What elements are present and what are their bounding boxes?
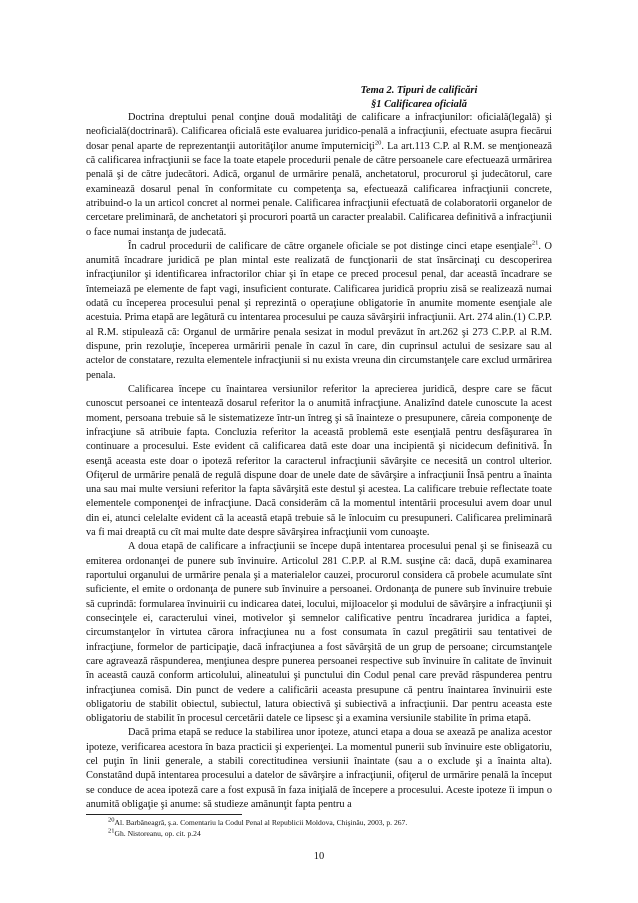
paragraph-1	[86, 111, 552, 240]
footnote-number: 20	[108, 816, 115, 824]
paragraph-text-cont: . La art.113 C.P. al R.M. se menţionează că calificarea infracţiunii se face la toate etapele procedurii penale de către persoanele care efectuează urmărirea penală şi de către judecători. Adică, organul de urmărire penală, anchetatorul, procurorul şi judecătorul, care examinează dosarul penal în conformitate cu competenţa sa, efectuează calificarea infracţiunii concrete, atribuind-o la un articol concret al normei penale. Calificarea infracţiunii efectuată de colaboratorii organelor de cercetare preliminară, de anchetatori şi procurori poartă un caracter prealabil. Calificarea definitivă a infracţiunii o face numai instanţa de judecată.	[86, 140, 553, 238]
paragraph-text: Doctrina dreptului penal conţine două modalităţi de calificare a infracţiunilor: oficială(legală) şi neoficială(doctrinară). Calificarea oficială este evaluarea juridico-penală a infracţiunii, efectuate asupra fiecărui dosar penal aparte de reprezentanţii autorităţilor anume împuterniciţi	[86, 112, 552, 152]
body-text	[86, 111, 552, 812]
page-number: 10	[313, 851, 325, 862]
paragraph-text: Dacă prima etapă se reduce la stabilirea unor ipoteze, atunci etapa a doua se axează pe analiza acestor ipoteze, verificarea acestora în baza practicii şi experienţei. La momentul punerii sub învinuire este obligatoriu, cel puţin în linii generale, a stabili corectitudinea versiunii înaintate (sau a o exclude şi a înainta alta). Constatând după intentarea procesului a datelor de săvârşire a infracţiunii, ofiţerul de urmărire penală la început se conduce de acea ipoteză care a fost expusă în faza iniţială de începere a procesului. Aceste ipoteze îi impun o anumită obligaţie şi anume: să studieze amănunţit fapta pentru a	[86, 727, 552, 810]
paragraph-text: A doua etapă de calificare a infracţiunii se începe după intentarea procesului penal şi se finisează cu emiterea ordonanţei de punere sub învinuire. Articolul 281 C.P.P. al R.M. susţine că: dacă, după examinarea raportului organului de urmărire penala şi a materialelor cauzei, procurorul considera că probele acumulate sînt suficiente, el emite o ordonanţa de punere sub învinuire a persoanei. Ordonanţa de punere sub învinuire trebuie să cuprindă: formularea învinuirii cu indicarea datei, locului, mijloacelor şi modului de săvârşire a infracţiunii şi consecinţele ei, caracterului vinei, motivelor şi semnelor calificative pentru încadrarea juridica a faptei, circumstanţelor în virtutea cărora infracţiunea nu a fost consumata în cazul pregătirii sau tentativei de infracţiune, formelor de participaţie, dacă infracţiunea a fost săvârşită de un grup de persoane; circumstanţele care agravează răspunderea, menţiunea despre punerea persoanei respective sub învinuire în calitate de învinuit în această cauză conform articolului, alineatului şi punctului din Codul penal care prevăd răspunderea pentru infracţiunea comisă. Din punct de vedere a calificării aceasta presupune că pentru înaintarea învinuirii este obligatoriu de stabilit obiectul, subiectul, latura obiectivă şi subiectivă a infracţiunii. Dar pentru aceasta este obligatoriu de stabilit în procesul cercetării datele ce lipsesc şi a examina versiunile stabilite în prima etapă.	[86, 541, 552, 725]
footnote-text: Gh. Nistoreanu, op. cit. p.24	[114, 829, 201, 838]
footnote-20	[108, 818, 548, 828]
footnote-ref-20[interactable]: 20	[374, 139, 382, 147]
chapter-title: Tema 2. Tipuri de calificări	[360, 85, 478, 96]
section-title: §1 Calificarea oficială	[371, 99, 467, 110]
paragraph-5	[86, 726, 552, 812]
paragraph-4	[86, 540, 552, 726]
paragraph-text: Calificarea începe cu înaintarea versiunilor referitor la aprecierea juridică, despre care se făcut cunoscut persoanei ce intentează dosarul referitor la o anumită infracţiune. Analizînd datele cunoscute la acest moment, persoana trebuie să le sistematizeze într-un întreg şi să înainteze o presupunere, căreia componenţe de infracţiune să atribuie fapta. Concluzia referitor la această problemă este esenţială pentru desfăşurarea în continuare a procesului. Este evident că calificarea dată este doar una incipientă şi nicidecum definitivă. În esenţă aceasta este doar o ipoteză referitor la caracterul infracţiunii săvârşite ce necesită un control ulterior. Ofiţerul de urmărire penală de regulă dispune doar de unele date de săvârşire a infracţiunii Însă pentru a înainta una sau mai multe versiuni referitor la fapta săvârşită este destul şi acestea. La calificare trebuie reflectate toate elementele componenţei de infracţiune. Dacă considerăm că la momentul intentării procesului avem doar unul din ei, atunci celelalte evident că la această etapă trebuie să le înlocuim cu presupuneri. Calificarea preliminară va fi mai dreaptă cu cît mai multe date despre săvârşirea infracţiunii vom cunoaşte.	[86, 383, 552, 539]
paragraph-3	[86, 383, 552, 540]
paragraph-text: În cadrul procedurii de calificare de către organele oficiale se pot distinge cinci etape esenţiale	[128, 240, 532, 252]
footnote-21	[108, 829, 548, 839]
chapter-heading	[200, 84, 638, 112]
footnote-separator	[86, 814, 242, 815]
footnote-text: Al. Barbăneagră, ş.a. Comentariu la Codul Penal al Republicii Moldova, Chişinău, 2003, p. 267.	[114, 818, 408, 827]
paragraph-text-cont: . O anumită încadrare juridică pe plan mintal este realizată de funcţionarii de stat însărcinaţi cu descoperirea infracţiunilor şi identificarea infractorilor chiar şi în etape ce preced procesul penal, dar această încadrare se întemeiază pe elemente de fapt vagi, insuficient conturate. Calificarea juridică propriu zisă se realizează numai odată cu începerea procesului penal şi reprezintă o operaţiune obligatorie în anumite momente esenţiale ale acestuia. Prima etapă are legătură cu intentarea procesului pe cauza săvârşirii infracţiunii. Art. 274 alin.(1) C.P.P. al R.M. stipulează că: Organul de urmărire penala sesizat in modul prevăzut în art.262 şi 273 C.P.P. al R.M. dispune, prin rezoluţie, începerea urmăririi penale în cazul în care, din cuprinsul actului de sesizare sau al actelor de constatare, rezulta elementele infracţiunii si nu exista vreuna din circumstanţele care exclud urmărirea penala.	[86, 240, 552, 381]
paragraph-2	[86, 240, 552, 383]
footnote-ref-21[interactable]: 21	[531, 239, 539, 247]
footnote-number: 21	[108, 827, 115, 835]
